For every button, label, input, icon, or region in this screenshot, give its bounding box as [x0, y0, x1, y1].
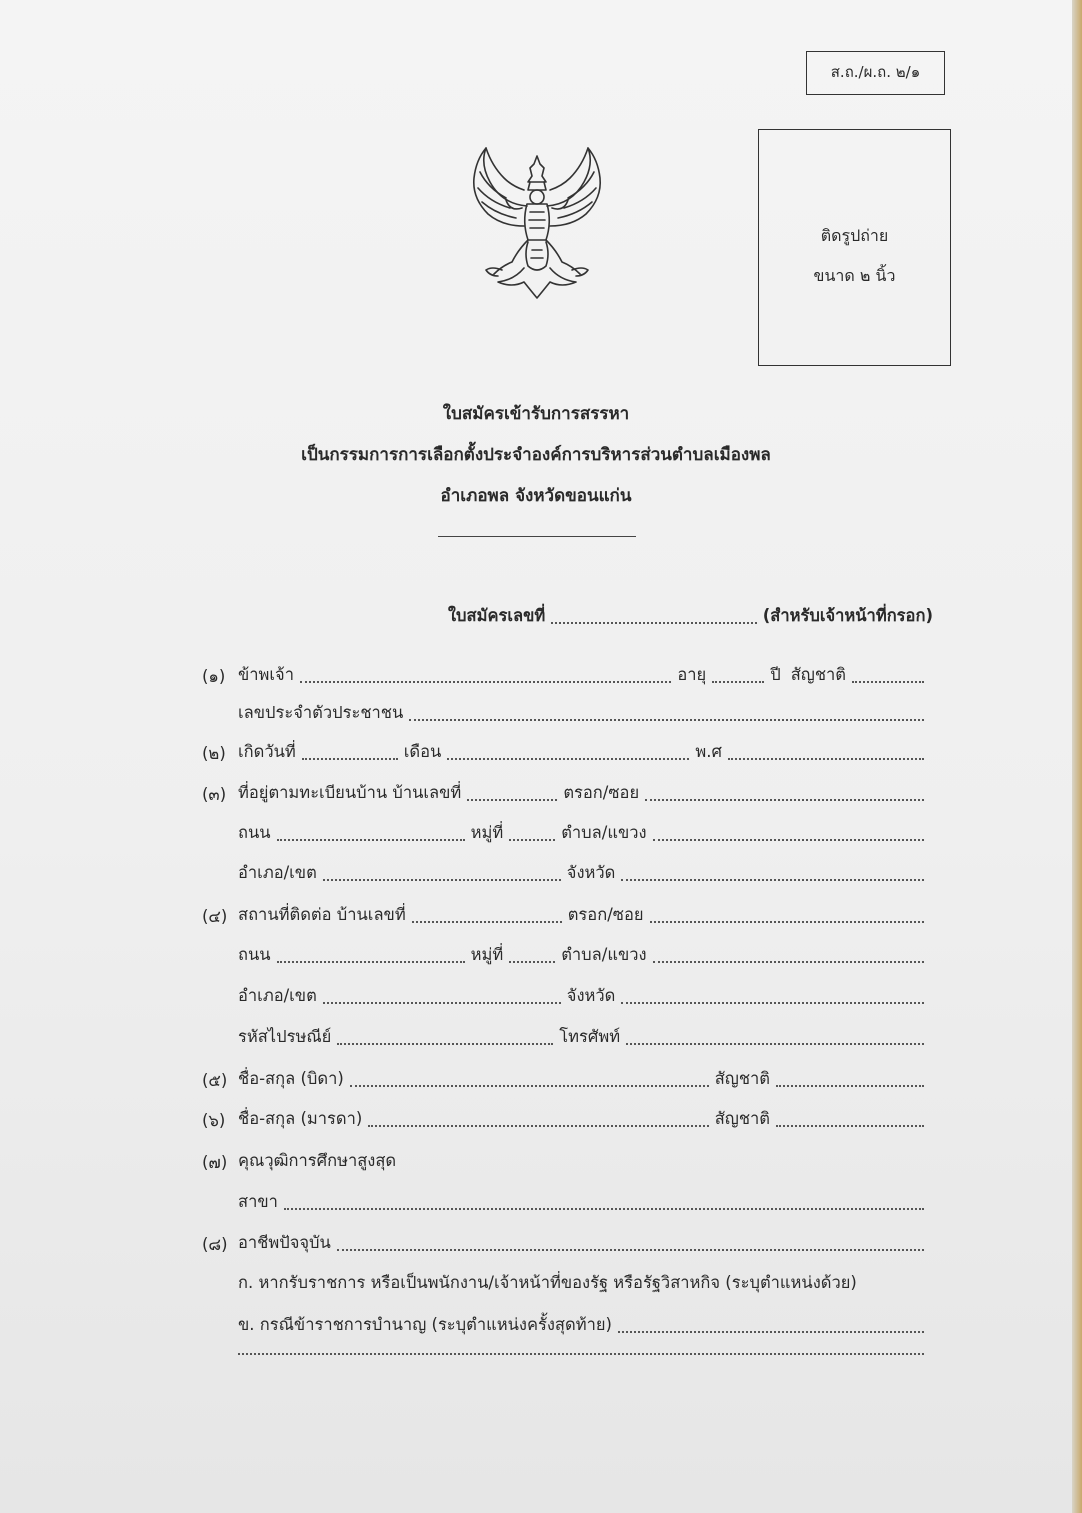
- contact-subdistrict-field[interactable]: [653, 960, 924, 963]
- government-position-label: ก. หากรับราชการ หรือเป็นพนักงาน/เจ้าหน้าที่ของรัฐ หรือรัฐวิสาหกิจ (ระบุตำแหน่งด้วย): [238, 1273, 857, 1292]
- occupation-label: อาชีพปัจจุบัน: [238, 1233, 331, 1252]
- contact-moo-field[interactable]: [509, 960, 555, 963]
- nationality-label: สัญชาติ: [790, 665, 846, 684]
- contact-province-label: จังหวัด: [566, 986, 616, 1005]
- item-3-row-2: [238, 820, 930, 846]
- id-number-field[interactable]: [409, 718, 924, 721]
- item-4-row-1: [238, 902, 930, 928]
- application-number-row: [448, 603, 933, 629]
- applicant-name-label: ข้าพเจ้า: [238, 665, 294, 684]
- item-4-number: (๔): [202, 907, 228, 926]
- registered-house-label: ที่อยู่ตามทะเบียนบ้าน บ้านเลขที่: [238, 783, 462, 802]
- registered-subdistrict-label: ตำบล/แขวง: [561, 823, 647, 842]
- item-3-number: (๓): [202, 785, 227, 804]
- mother-name-label: ชื่อ-สกุล (มารดา): [238, 1109, 363, 1128]
- item-1-id-row: [238, 700, 930, 726]
- age-field[interactable]: [712, 680, 764, 683]
- education-label: คุณวุฒิการศึกษาสูงสุด: [238, 1151, 397, 1170]
- item-5-row: [238, 1066, 930, 1092]
- item-7-number: (๗): [202, 1153, 228, 1172]
- item-4-row-3: [238, 983, 930, 1009]
- pensioner-position-continuation-field[interactable]: [238, 1352, 924, 1355]
- birth-day-label: เกิดวันที่: [238, 742, 296, 761]
- application-number-label: ใบสมัครเลขที่: [448, 606, 546, 625]
- registered-moo-field[interactable]: [509, 838, 555, 841]
- form-code-box: [806, 51, 945, 95]
- title-line3: อำเภอพล จังหวัดขอนแก่น: [440, 486, 632, 506]
- registered-province-label: จังหวัด: [566, 863, 616, 882]
- title-underline: [438, 536, 636, 537]
- postcode-field[interactable]: [337, 1042, 553, 1045]
- pensioner-position-field[interactable]: [618, 1330, 924, 1333]
- postcode-label: รหัสไปรษณีย์: [238, 1027, 332, 1046]
- registered-moo-label: หมู่ที่: [470, 823, 504, 842]
- contact-alley-field[interactable]: [650, 920, 924, 923]
- contact-alley-label: ตรอก/ซอย: [567, 905, 644, 924]
- education-field-input[interactable]: [284, 1207, 924, 1210]
- registered-alley-field[interactable]: [645, 798, 924, 801]
- father-name-label: ชื่อ-สกุล (บิดา): [238, 1069, 344, 1088]
- registered-road-label: ถนน: [238, 823, 271, 842]
- photo-placeholder-box: [758, 129, 951, 366]
- item-6-number: (๖): [202, 1111, 226, 1130]
- photo-box-line1: ติดรูปถ่าย: [820, 226, 889, 245]
- registered-alley-label: ตรอก/ซอย: [563, 783, 640, 802]
- father-nationality-label: สัญชาติ: [714, 1069, 770, 1088]
- item-8-row: [238, 1230, 930, 1256]
- age-year-label: ปี: [770, 665, 781, 684]
- item-7-row: [238, 1148, 930, 1174]
- paper-edge: [1072, 0, 1082, 1513]
- item-4-row-4: [238, 1024, 930, 1050]
- contact-road-label: ถนน: [238, 945, 271, 964]
- mother-nationality-field[interactable]: [776, 1124, 924, 1127]
- occupation-field[interactable]: [337, 1248, 924, 1251]
- contact-province-field[interactable]: [621, 1001, 924, 1004]
- title-line2: เป็นกรรมการการเลือกตั้งประจำองค์การบริหารส่วนตำบลเมืองพล: [301, 445, 771, 465]
- item-1-number: (๑): [202, 667, 226, 686]
- id-number-label: เลขประจำตัวประชาชน: [238, 703, 404, 722]
- item-5-number: (๕): [202, 1071, 228, 1090]
- birth-month-label: เดือน: [403, 742, 442, 761]
- photo-box-line2: ขนาด ๒ นิ้ว: [813, 266, 896, 285]
- item-8-number: (๘): [202, 1235, 228, 1254]
- registered-house-field[interactable]: [467, 798, 557, 801]
- item-4-row-2: [238, 942, 930, 968]
- application-number-note: (สำหรับเจ้าหน้าที่กรอก): [762, 606, 933, 625]
- contact-district-label: อำเภอ/เขต: [238, 986, 317, 1005]
- item-8a-row: [238, 1270, 930, 1296]
- birth-year-label: พ.ศ: [695, 742, 722, 761]
- mother-name-field[interactable]: [368, 1124, 708, 1127]
- item-2-row: [238, 739, 930, 765]
- item-6-row: [238, 1106, 930, 1132]
- item-7-field-row: [238, 1189, 930, 1215]
- phone-field[interactable]: [626, 1042, 924, 1045]
- registered-subdistrict-field[interactable]: [653, 838, 924, 841]
- registered-road-field[interactable]: [277, 838, 465, 841]
- birth-day-field[interactable]: [302, 757, 398, 760]
- title-line1: ใบสมัครเข้ารับการสรรหา: [442, 404, 630, 424]
- phone-label: โทรศัพท์: [559, 1027, 621, 1046]
- item-3-row-3: [238, 860, 930, 886]
- contact-road-field[interactable]: [277, 960, 465, 963]
- contact-moo-label: หมู่ที่: [470, 945, 504, 964]
- registered-district-label: อำเภอ/เขต: [238, 863, 317, 882]
- application-number-field[interactable]: [551, 621, 756, 624]
- pensioner-position-label: ข. กรณีข้าราชการบำนาญ (ระบุตำแหน่งครั้งสุดท้าย): [238, 1315, 612, 1334]
- contact-subdistrict-label: ตำบล/แขวง: [561, 945, 647, 964]
- education-field-label: สาขา: [238, 1192, 278, 1211]
- item-8b-row: [238, 1312, 930, 1338]
- registered-district-field[interactable]: [323, 878, 561, 881]
- item-3-row-1: [238, 780, 930, 806]
- mother-nationality-label: สัญชาติ: [714, 1109, 770, 1128]
- birth-year-field[interactable]: [728, 757, 924, 760]
- contact-district-field[interactable]: [323, 1001, 561, 1004]
- applicant-name-field[interactable]: [300, 680, 671, 683]
- form-code: ส.ถ./ผ.ถ. ๒/๑: [830, 63, 921, 81]
- nationality-field[interactable]: [852, 680, 924, 683]
- father-nationality-field[interactable]: [776, 1084, 924, 1087]
- contact-house-label: สถานที่ติดต่อ บ้านเลขที่: [238, 905, 406, 924]
- birth-month-field[interactable]: [447, 757, 689, 760]
- contact-house-field[interactable]: [412, 920, 562, 923]
- item-8b-continuation-row: [238, 1352, 930, 1360]
- father-name-field[interactable]: [350, 1084, 709, 1087]
- item-1-row: [238, 662, 930, 688]
- registered-province-field[interactable]: [621, 878, 924, 881]
- age-label: อายุ: [677, 665, 707, 684]
- item-2-number: (๒): [202, 744, 226, 763]
- garuda-emblem-icon: [462, 142, 612, 300]
